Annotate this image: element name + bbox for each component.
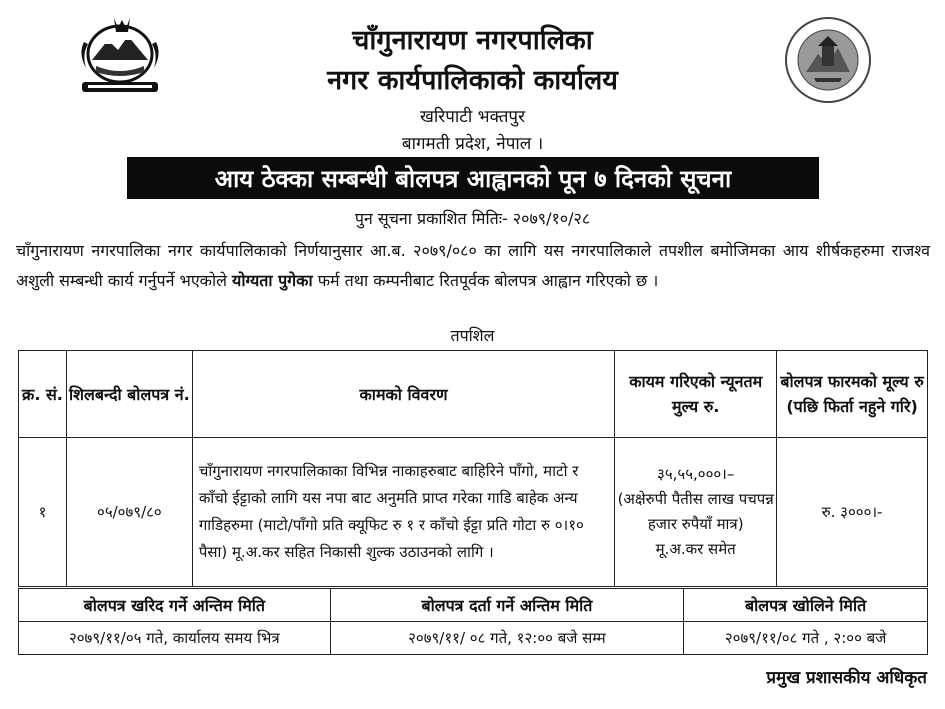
- signatory-title: प्रमुख प्रशासकीय अधिकृत: [766, 668, 927, 688]
- municipality-seal-logo: [784, 16, 872, 104]
- header-form-price: बोलपत्र फारमको मूल्य रु (पछि फिर्ता नहुने गरि): [777, 351, 928, 438]
- header-serial-no: क्र. सं.: [19, 351, 67, 438]
- paragraph-text-bold: योग्यता पुगेका: [232, 271, 313, 290]
- minimum-value-amount: ३५,५५,०००।–: [657, 465, 735, 483]
- header-work-description: कामको विवरण: [192, 351, 614, 438]
- minimum-value-vat-note: मू.अ.कर समेत: [655, 540, 736, 558]
- cell-work-description: चाँगुनारायण नगरपालिकाका विभिन्न नाकाहरुबाट बाहिरिने पाँगो, माटो र काँचो ईट्टाको लागि यस नपा बाट अनुमति प्राप्त गरेका गाडि बाहेक अन्य गाडिहरुमा (माटो/पाँगो प्रति क्यूफिट रु १ र काँचो ईट्टा प्रति गोटा रु ०।१० पैसा) मू.अ.कर सहित निकासी शुल्क उठाउनको लागि ।: [192, 438, 614, 587]
- deadline-table: [18, 588, 928, 655]
- government-emblem-logo: [74, 14, 166, 98]
- publish-date: पुन सूचना प्रकाशित मितिः- २०७९/१०/२८: [354, 209, 591, 228]
- paragraph-text-start: चाँगुनारायण नगरपालिका नगर कार्यपालिकाको निर्णयानुसार आ.ब. २०७९/०८० का लागि यस नगरपालिकाले तपशील बमोजिमका आय शीर्षकहरुमा राजश्व अशुली सम्बन्धी कार्य गर्नुपर्ने भएकोले: [16, 241, 930, 290]
- header-minimum-value: कायम गरिएको न्यूनतम मुल्य रु.: [615, 351, 777, 438]
- table-row: [19, 622, 928, 655]
- cell-minimum-value: [615, 438, 777, 587]
- address-line-1: खरिपाटी भक्तपुर: [419, 107, 526, 127]
- notice-paragraph: [16, 236, 930, 296]
- table-row: [19, 438, 928, 587]
- header-submission-deadline: बोलपत्र दर्ता गर्ने अन्तिम मिति: [330, 589, 684, 622]
- municipality-name: चाँगुनारायण नगरपालिका: [352, 25, 593, 56]
- deadline-header-row: [19, 589, 928, 622]
- table-header-row: [19, 351, 928, 438]
- paragraph-text-end: फर्म तथा कम्पनीबाट रितपूर्वक बोलपत्र आह्वान गरिएको छ ।: [312, 271, 659, 290]
- header-bid-no: शिलबन्दी बोलपत्र नं.: [66, 351, 192, 438]
- header-opening-date: बोलपत्र खोलिने मिति: [684, 589, 928, 622]
- schedule-heading: तपशिल: [450, 326, 495, 345]
- cell-form-price: रु. ३०००।-: [777, 438, 928, 587]
- notice-title-banner: [127, 157, 819, 199]
- cell-purchase-deadline: २०७९/११/०५ गते, कार्यालय समय भित्र: [19, 622, 331, 655]
- cell-submission-deadline: २०७९/११/ ०८ गते, १२:०० बजे सम्म: [330, 622, 684, 655]
- office-name: नगर कार्यपालिकाको कार्यालय: [327, 65, 618, 96]
- cell-bid-no: ०५/०७९/८०: [66, 438, 192, 587]
- cell-opening-date: २०७९/११/०८ गते , २:०० बजे: [684, 622, 928, 655]
- cell-serial-no: १: [19, 438, 67, 587]
- address-line-2: बागमती प्रदेश, नेपाल ।: [401, 134, 544, 154]
- minimum-value-in-words: (अक्षेरुपी पैतीस लाख पचपन्न हजार रुपैयाँ मात्र): [617, 490, 774, 533]
- header-purchase-deadline: बोलपत्र खरिद गर्ने अन्तिम मिति: [19, 589, 331, 622]
- bid-details-table: [18, 350, 928, 587]
- notice-title: आय ठेक्का सम्बन्धी बोलपत्र आह्वानको पून ७ दिनको सूचना: [214, 164, 732, 193]
